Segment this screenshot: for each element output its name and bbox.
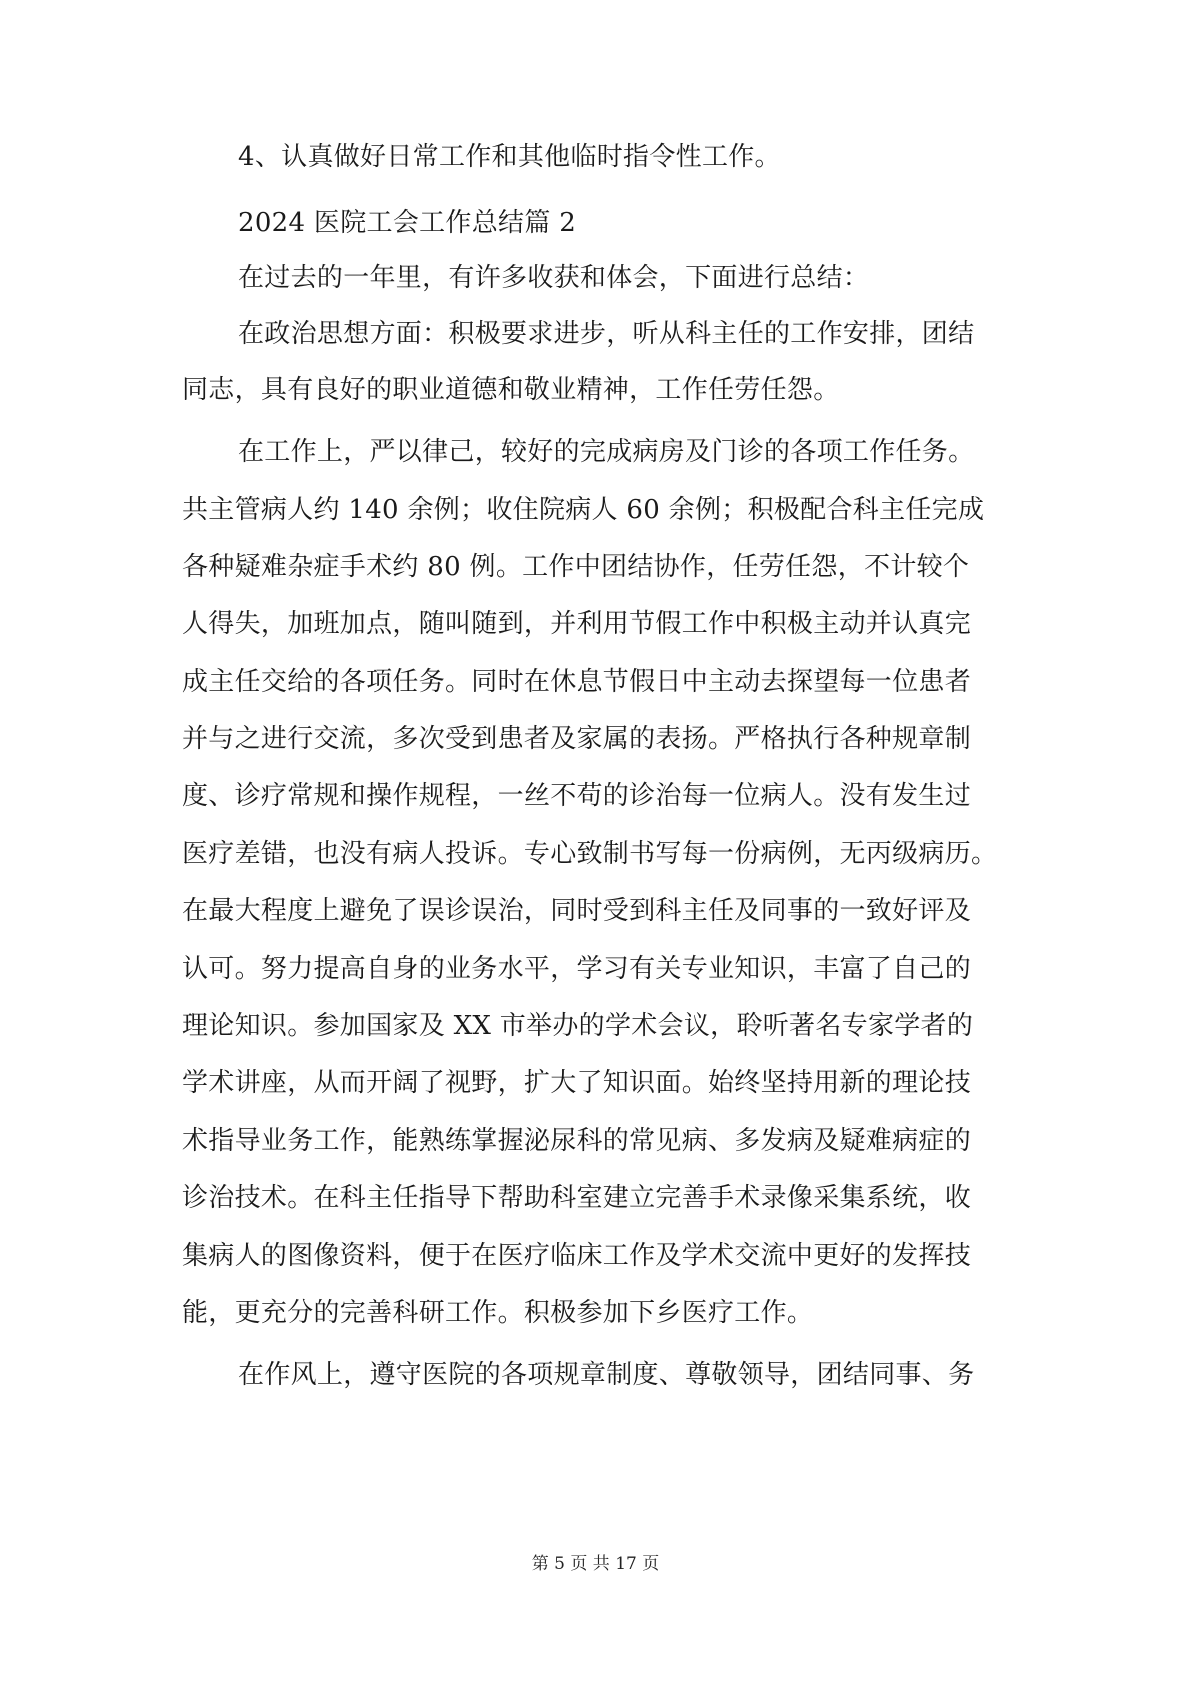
paragraph-work-line-14: 诊治技术。在科主任指导下帮助科室建立完善手术录像采集系统，收	[182, 1183, 972, 1213]
paragraph-work-line-5: 成主任交给的各项任务。同时在休息节假日中主动去探望每一位患者	[182, 667, 972, 697]
paragraph-work-line-3: 各种疑难杂症手术约 80 例。工作中团结协作，任劳任怨，不计较个	[182, 552, 970, 582]
paragraph-work-line-15: 集病人的图像资料，便于在医疗临床工作及学术交流中更好的发挥技	[182, 1241, 972, 1271]
paragraph-work-line-13: 术指导业务工作，能熟练掌握泌尿科的常见病、多发病及疑难病症的	[182, 1126, 972, 1156]
paragraph-work-line-16: 能，更充分的完善科研工作。积极参加下乡医疗工作。	[182, 1298, 814, 1328]
section-heading: 2024 医院工会工作总结篇 2	[238, 208, 577, 238]
paragraph-work-line-1: 在工作上，严以律己，较好的完成病房及门诊的各项工作任务。	[238, 437, 975, 467]
paragraph-work-line-9: 在最大程度上避免了误诊误治，同时受到科主任及同事的一致好评及	[182, 896, 972, 926]
paragraph-work-line-10: 认可。努力提高自身的业务水平，学习有关专业知识，丰富了自己的	[182, 954, 972, 984]
paragraph-work-line-6: 并与之进行交流，多次受到患者及家属的表扬。严格执行各种规章制	[182, 724, 972, 754]
page-number-footer: 第 5 页 共 17 页	[531, 1554, 660, 1574]
paragraph-political-line-1: 在政治思想方面：积极要求进步，听从科主任的工作安排，团结	[238, 319, 975, 349]
paragraph-intro: 在过去的一年里，有许多收获和体会，下面进行总结：	[238, 263, 870, 293]
paragraph-work-line-2: 共主管病人约 140 余例；收住院病人 60 余例；积极配合科主任完成	[182, 495, 985, 525]
paragraph-work-line-11: 理论知识。参加国家及 XX 市举办的学术会议，聆听著名专家学者的	[182, 1011, 974, 1041]
paragraph-work-line-7: 度、诊疗常规和操作规程，一丝不苟的诊治每一位病人。没有发生过	[182, 781, 972, 811]
paragraph-work-line-8: 医疗差错，也没有病人投诉。专心致制书写每一份病例，无丙级病历。	[182, 839, 998, 869]
paragraph-style-line-1: 在作风上，遵守医院的各项规章制度、尊敬领导，团结同事、务	[238, 1360, 975, 1390]
list-item-4: 4、认真做好日常工作和其他临时指令性工作。	[238, 142, 781, 172]
paragraph-political-line-2: 同志，具有良好的职业道德和敬业精神，工作任劳任怨。	[182, 375, 840, 405]
paragraph-work-line-4: 人得失，加班加点，随叫随到，并利用节假工作中积极主动并认真完	[182, 609, 972, 639]
paragraph-work-line-12: 学术讲座，从而开阔了视野，扩大了知识面。始终坚持用新的理论技	[182, 1068, 972, 1098]
